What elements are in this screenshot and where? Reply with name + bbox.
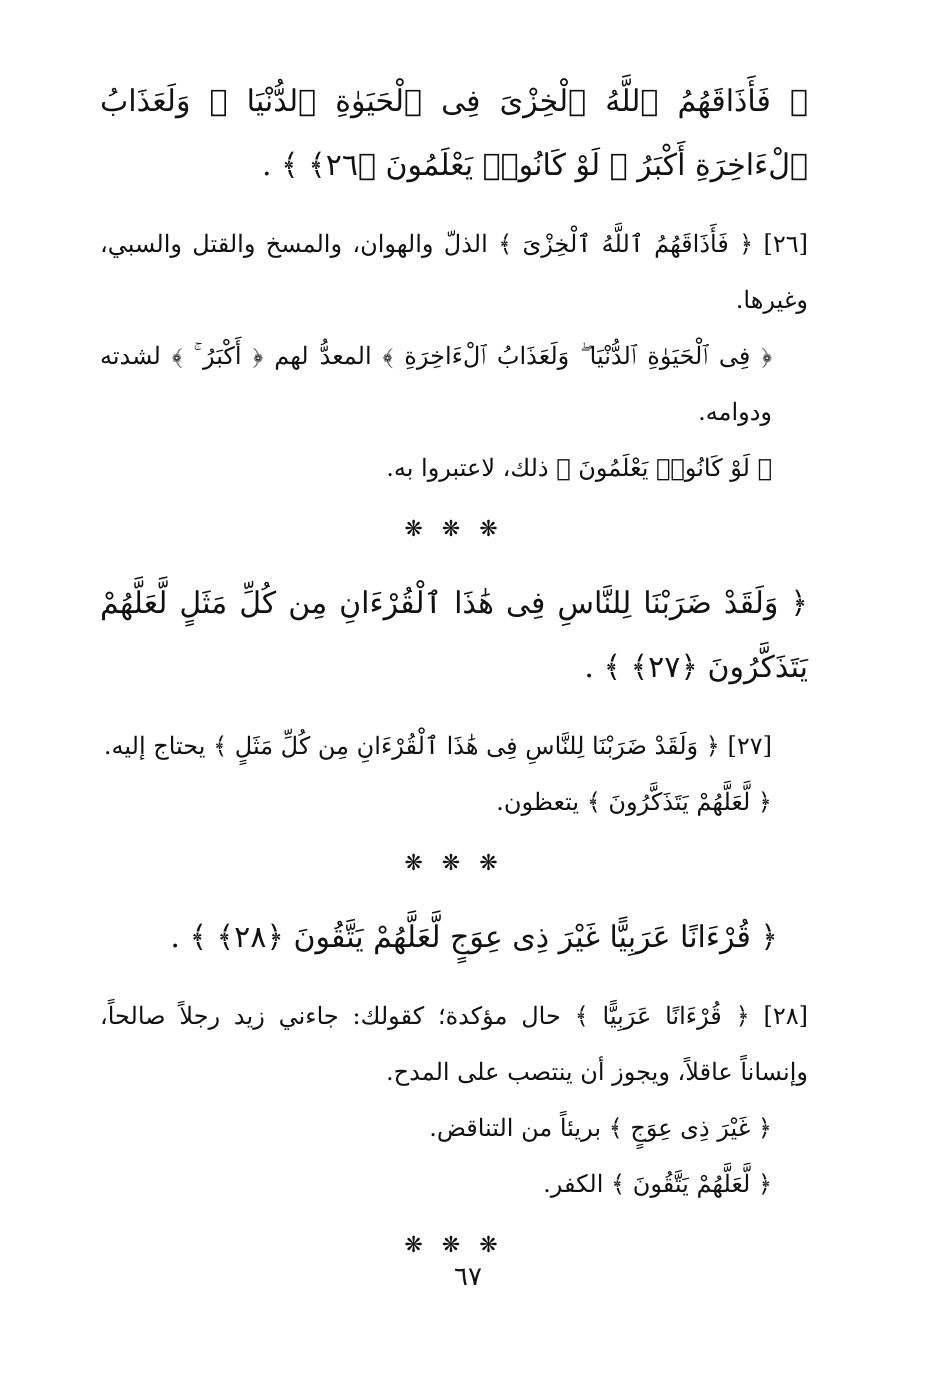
section-separator: ❋ ❋ ❋ (404, 1233, 504, 1258)
tafsir-26-c: ﴿ لَوْ كَانُوا۟ يَعْلَمُونَ ﴾ ذلك، لاعتبروا به. (386, 454, 772, 482)
verse-26: ﴿ فَأَذَاقَهُمُ ٱللَّهُ ٱلْخِزْىَ فِى ٱلْحَيَوٰةِ ٱلدُّنْيَا ۖ وَلَعَذَابُ ٱلْءَاخِرَةِ أَكْبَرُ ۚ لَوْ كَانُوا۟ يَعْلَمُونَ ﴿٢٦﴾ ﴾ . (100, 84, 808, 183)
tafsir-28-c: ﴿ لَّعَلَّهُمْ يَتَّقُونَ ﴾ الكفر. (543, 1170, 772, 1198)
tafsir-27-a: [٢٧] ﴿ وَلَقَدْ ضَرَبْنَا لِلنَّاسِ فِى هَٰذَا ٱلْقُرْءَانِ مِن كُلِّ مَثَلٍ ﴾ يحتاج إليه. (103, 732, 772, 760)
tafsir-28-b: ﴿ غَيْرَ ذِى عِوَجٍ ﴾ بريئاً من التناقض. (429, 1114, 772, 1142)
tafsir-26-b: ﴿ فِى ٱلْحَيَوٰةِ ٱلدُّنْيَا ۖ وَلَعَذَابُ ٱلْءَاخِرَةِ ﴾ المعدُّ لهم ﴿ أَكْبَرُ ۚ ﴾ لشدته ودوامه. (100, 342, 772, 426)
section-separator: ❋ ❋ ❋ (404, 517, 504, 542)
verse-28: ﴿ قُرْءَانًا عَرَبِيًّا غَيْرَ ذِى عِوَجٍ لَّعَلَّهُمْ يَتَّقُونَ ﴿٢٨﴾ ﴾ . (170, 920, 778, 955)
tafsir-26-a: [٢٦] ﴿ فَأَذَاقَهُمُ ٱللَّهُ ٱلْخِزْىَ ﴾ الذلّ والهوان، والمسخ والقتل والسبي، وغيرها. (100, 230, 808, 314)
tafsir-27-b: ﴿ لَّعَلَّهُمْ يَتَذَكَّرُونَ ﴾ يتعظون. (496, 788, 772, 816)
tafsir-28-a: [٢٨] ﴿ قُرْءَانًا عَرَبِيًّا ﴾ حال مؤكدة؛ كقولك: جاءني زيد رجلاً صالحاً، وإنساناً عاقلاً، ويجوز أن ينتصب على المدح. (100, 1002, 808, 1086)
verse-27: ﴿ وَلَقَدْ ضَرَبْنَا لِلنَّاسِ فِى هَٰذَا ٱلْقُرْءَانِ مِن كُلِّ مَثَلٍ لَّعَلَّهُمْ يَتَذَكَّرُونَ ﴿٢٧﴾ ﴾ . (100, 586, 808, 685)
page-body (100, 70, 808, 1288)
page-number: ٦٧ (454, 1262, 482, 1292)
section-separator: ❋ ❋ ❋ (404, 851, 504, 876)
